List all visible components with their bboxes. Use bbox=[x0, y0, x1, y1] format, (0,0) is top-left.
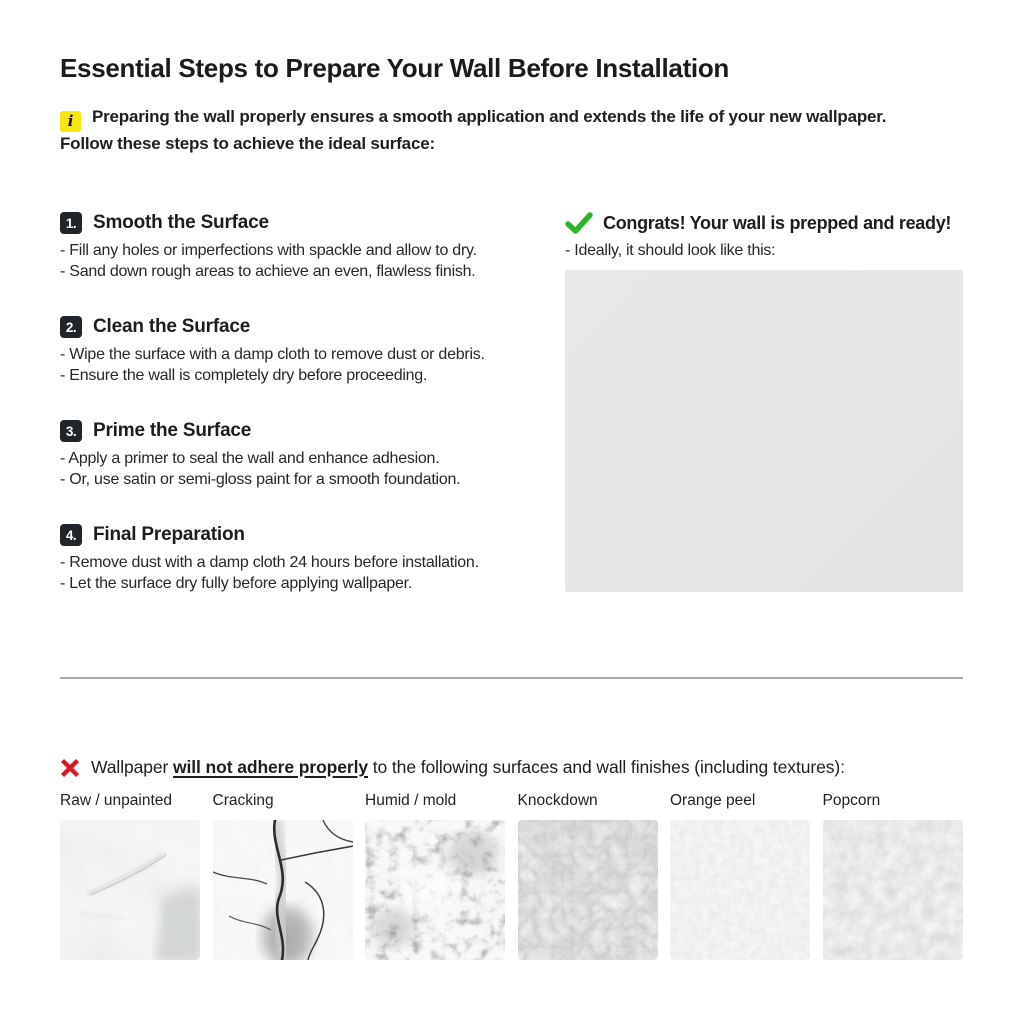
warning-text-emphasis: will not adhere properly bbox=[173, 757, 368, 777]
step-1-heading bbox=[60, 211, 530, 235]
intro-text-line2: Follow these steps to achieve the ideal surface: bbox=[60, 134, 435, 153]
step-2 bbox=[60, 315, 530, 386]
texture-cracking-image bbox=[213, 820, 353, 960]
warning-text-prefix: Wallpaper bbox=[91, 757, 173, 777]
step-2-title: Clean the Surface bbox=[93, 316, 251, 337]
surface-raw-unpainted bbox=[60, 791, 200, 960]
step-1 bbox=[60, 211, 530, 282]
cross-icon bbox=[60, 758, 80, 778]
info-icon: i bbox=[60, 111, 81, 132]
result-heading bbox=[565, 211, 963, 235]
step-1-bullet-1: - Fill any holes or imperfections with spackle and allow to dry. bbox=[60, 242, 477, 259]
step-4-heading bbox=[60, 523, 530, 547]
prepped-wall-image bbox=[565, 270, 963, 592]
step-1-number-badge: 1. bbox=[60, 212, 82, 234]
checkmark-icon bbox=[565, 212, 593, 234]
step-4-bullet-2: - Let the surface dry fully before applying wallpaper. bbox=[60, 575, 413, 592]
surface-humid-mold bbox=[365, 791, 505, 960]
surface-label: Raw / unpainted bbox=[60, 792, 173, 809]
step-3-title: Prime the Surface bbox=[93, 420, 252, 441]
result-title: Congrats! Your wall is prepped and ready! bbox=[603, 212, 952, 233]
warning-text-suffix: to the following surfaces and wall finishes (including textures): bbox=[368, 757, 845, 777]
section-divider bbox=[60, 677, 963, 679]
page-title: Essential Steps to Prepare Your Wall Before Installation bbox=[60, 53, 730, 83]
step-3-heading bbox=[60, 419, 530, 443]
step-2-bullet-1: - Wipe the surface with a damp cloth to remove dust or debris. bbox=[60, 346, 485, 363]
step-2-bullet-2: - Ensure the wall is completely dry before proceeding. bbox=[60, 367, 428, 384]
surface-orange-peel bbox=[670, 791, 810, 960]
intro-note bbox=[60, 105, 1010, 156]
step-3 bbox=[60, 419, 530, 490]
result-panel bbox=[565, 211, 963, 592]
step-4-number-badge: 4. bbox=[60, 524, 82, 546]
warning-section bbox=[60, 757, 1010, 960]
surface-label: Popcorn bbox=[822, 792, 881, 809]
step-3-bullet-2: - Or, use satin or semi-gloss paint for a smooth foundation. bbox=[60, 471, 461, 488]
surface-gallery bbox=[60, 791, 1010, 960]
surface-knockdown bbox=[518, 791, 658, 960]
result-subtitle: - Ideally, it should look like this: bbox=[565, 242, 776, 259]
warning-text bbox=[91, 757, 845, 778]
texture-humid-mold-image bbox=[365, 820, 505, 960]
warning-line bbox=[60, 757, 1010, 778]
surface-popcorn bbox=[823, 791, 963, 960]
steps-list bbox=[60, 211, 530, 627]
step-2-number-badge: 2. bbox=[60, 316, 82, 338]
surface-label: Orange peel bbox=[670, 792, 756, 809]
step-2-heading bbox=[60, 315, 530, 339]
intro-text-line1: Preparing the wall properly ensures a smooth application and extends the life of your new wallpaper. bbox=[92, 107, 887, 126]
surface-label: Knockdown bbox=[517, 792, 598, 809]
step-3-number-badge: 3. bbox=[60, 420, 82, 442]
step-1-title: Smooth the Surface bbox=[93, 212, 269, 233]
step-1-bullet-2: - Sand down rough areas to achieve an even, flawless finish. bbox=[60, 263, 476, 280]
step-3-bullet-1: - Apply a primer to seal the wall and enhance adhesion. bbox=[60, 450, 440, 467]
texture-popcorn-image bbox=[823, 820, 963, 960]
surface-cracking bbox=[213, 791, 353, 960]
surface-label: Humid / mold bbox=[365, 792, 457, 809]
surface-label: Cracking bbox=[212, 792, 274, 809]
step-4-bullet-1: - Remove dust with a damp cloth 24 hours before installation. bbox=[60, 554, 479, 571]
texture-orange-peel-image bbox=[670, 820, 810, 960]
step-4 bbox=[60, 523, 530, 594]
texture-knockdown-image bbox=[518, 820, 658, 960]
step-4-title: Final Preparation bbox=[93, 524, 245, 545]
texture-raw-unpainted-image bbox=[60, 820, 200, 960]
